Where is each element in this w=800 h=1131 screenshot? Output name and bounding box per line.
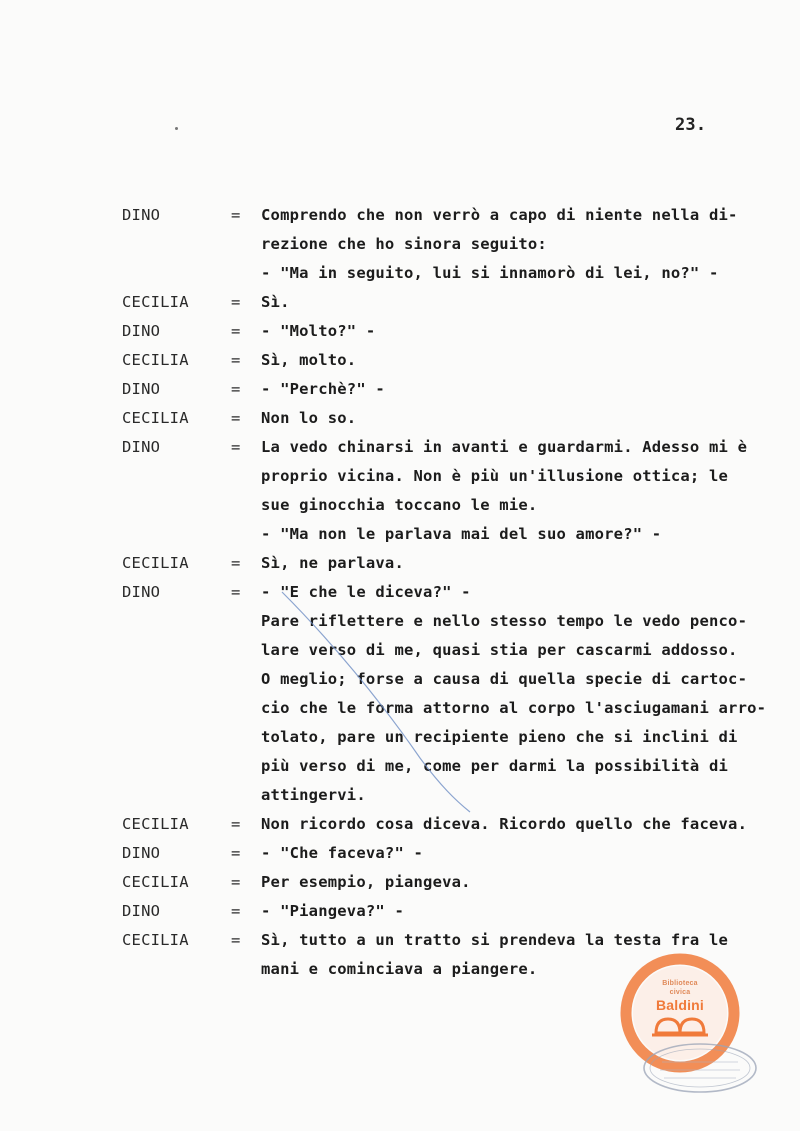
- dialogue-text: sue ginocchia toccano le mie.: [261, 496, 538, 514]
- speaker-separator: =: [231, 583, 241, 601]
- dialogue-text: O meglio; forse a causa di quella specie di cartoc-: [261, 670, 748, 688]
- speaker-name: DINO: [122, 380, 161, 398]
- dialogue-text: Sì.: [261, 293, 290, 311]
- dialogue-text: Non lo so.: [261, 409, 357, 427]
- speaker-separator: =: [231, 844, 241, 862]
- archive-stamp: [640, 1040, 760, 1096]
- speaker-name: DINO: [122, 438, 161, 456]
- dialogue-text: Pare riflettere e nello stesso tempo le vedo penco-: [261, 612, 748, 630]
- speaker-name: CECILIA: [122, 409, 189, 427]
- dialogue-text: proprio vicina. Non è più un'illusione ottica; le: [261, 467, 729, 485]
- dialogue-text: - "Perchè?" -: [261, 380, 385, 398]
- speaker-separator: =: [231, 409, 241, 427]
- speaker-name: DINO: [122, 206, 161, 224]
- speaker-name: DINO: [122, 902, 161, 920]
- dialogue-text: - "Ma non le parlava mai del suo amore?" -: [261, 525, 662, 543]
- speaker-name: DINO: [122, 844, 161, 862]
- speaker-name: CECILIA: [122, 351, 189, 369]
- speaker-name: CECILIA: [122, 293, 189, 311]
- svg-text:Baldini: Baldini: [655, 997, 705, 1013]
- page-number: 23.: [675, 115, 707, 135]
- dialogue-text: Sì, tutto a un tratto si prendeva la testa fra le: [261, 931, 729, 949]
- speaker-separator: =: [231, 206, 241, 224]
- dialogue-text: - "Ma in seguito, lui si innamorò di lei, no?" -: [261, 264, 719, 282]
- dialogue-text: Per esempio, piangeva.: [261, 873, 471, 891]
- dialogue-text: cio che le forma attorno al corpo l'asciugamani arro-: [261, 699, 767, 717]
- svg-text:civica: civica: [669, 989, 691, 996]
- speaker-name: CECILIA: [122, 931, 189, 949]
- dialogue-text: attingervi.: [261, 786, 366, 804]
- dialogue-text: - "Molto?" -: [261, 322, 376, 340]
- dialogue-text: tolato, pare un recipiente pieno che si inclini di: [261, 728, 738, 746]
- speaker-separator: =: [231, 322, 241, 340]
- svg-text:Biblioteca: Biblioteca: [662, 980, 698, 987]
- speaker-separator: =: [231, 554, 241, 572]
- speaker-separator: =: [231, 351, 241, 369]
- dialogue-text: Comprendo che non verrò a capo di niente nella di-: [261, 206, 738, 224]
- dialogue-text: Non ricordo cosa diceva. Ricordo quello che faceva.: [261, 815, 748, 833]
- speaker-name: DINO: [122, 583, 161, 601]
- speaker-separator: =: [231, 380, 241, 398]
- speaker-separator: =: [231, 815, 241, 833]
- speaker-separator: =: [231, 438, 241, 456]
- speaker-name: CECILIA: [122, 554, 189, 572]
- dialogue-text: mani e cominciava a piangere.: [261, 960, 538, 978]
- dialogue-text: - "Piangeva?" -: [261, 902, 404, 920]
- speaker-name: DINO: [122, 322, 161, 340]
- speaker-separator: =: [231, 902, 241, 920]
- dialogue-text: Sì, ne parlava.: [261, 554, 404, 572]
- speaker-separator: =: [231, 873, 241, 891]
- dialogue-text: più verso di me, come per darmi la possibilità di: [261, 757, 729, 775]
- dialogue-text: lare verso di me, quasi stia per cascarmi addosso.: [261, 641, 738, 659]
- dialogue-text: - "Che faceva?" -: [261, 844, 424, 862]
- speaker-name: CECILIA: [122, 873, 189, 891]
- dialogue-text: - "E che le diceva?" -: [261, 583, 471, 601]
- speaker-separator: =: [231, 931, 241, 949]
- dialogue-text: Sì, molto.: [261, 351, 357, 369]
- dialogue-text: La vedo chinarsi in avanti e guardarmi. Adesso mi è: [261, 438, 748, 456]
- dialogue-text: rezione che ho sinora seguito:: [261, 235, 547, 253]
- speaker-name: CECILIA: [122, 815, 189, 833]
- speaker-separator: =: [231, 293, 241, 311]
